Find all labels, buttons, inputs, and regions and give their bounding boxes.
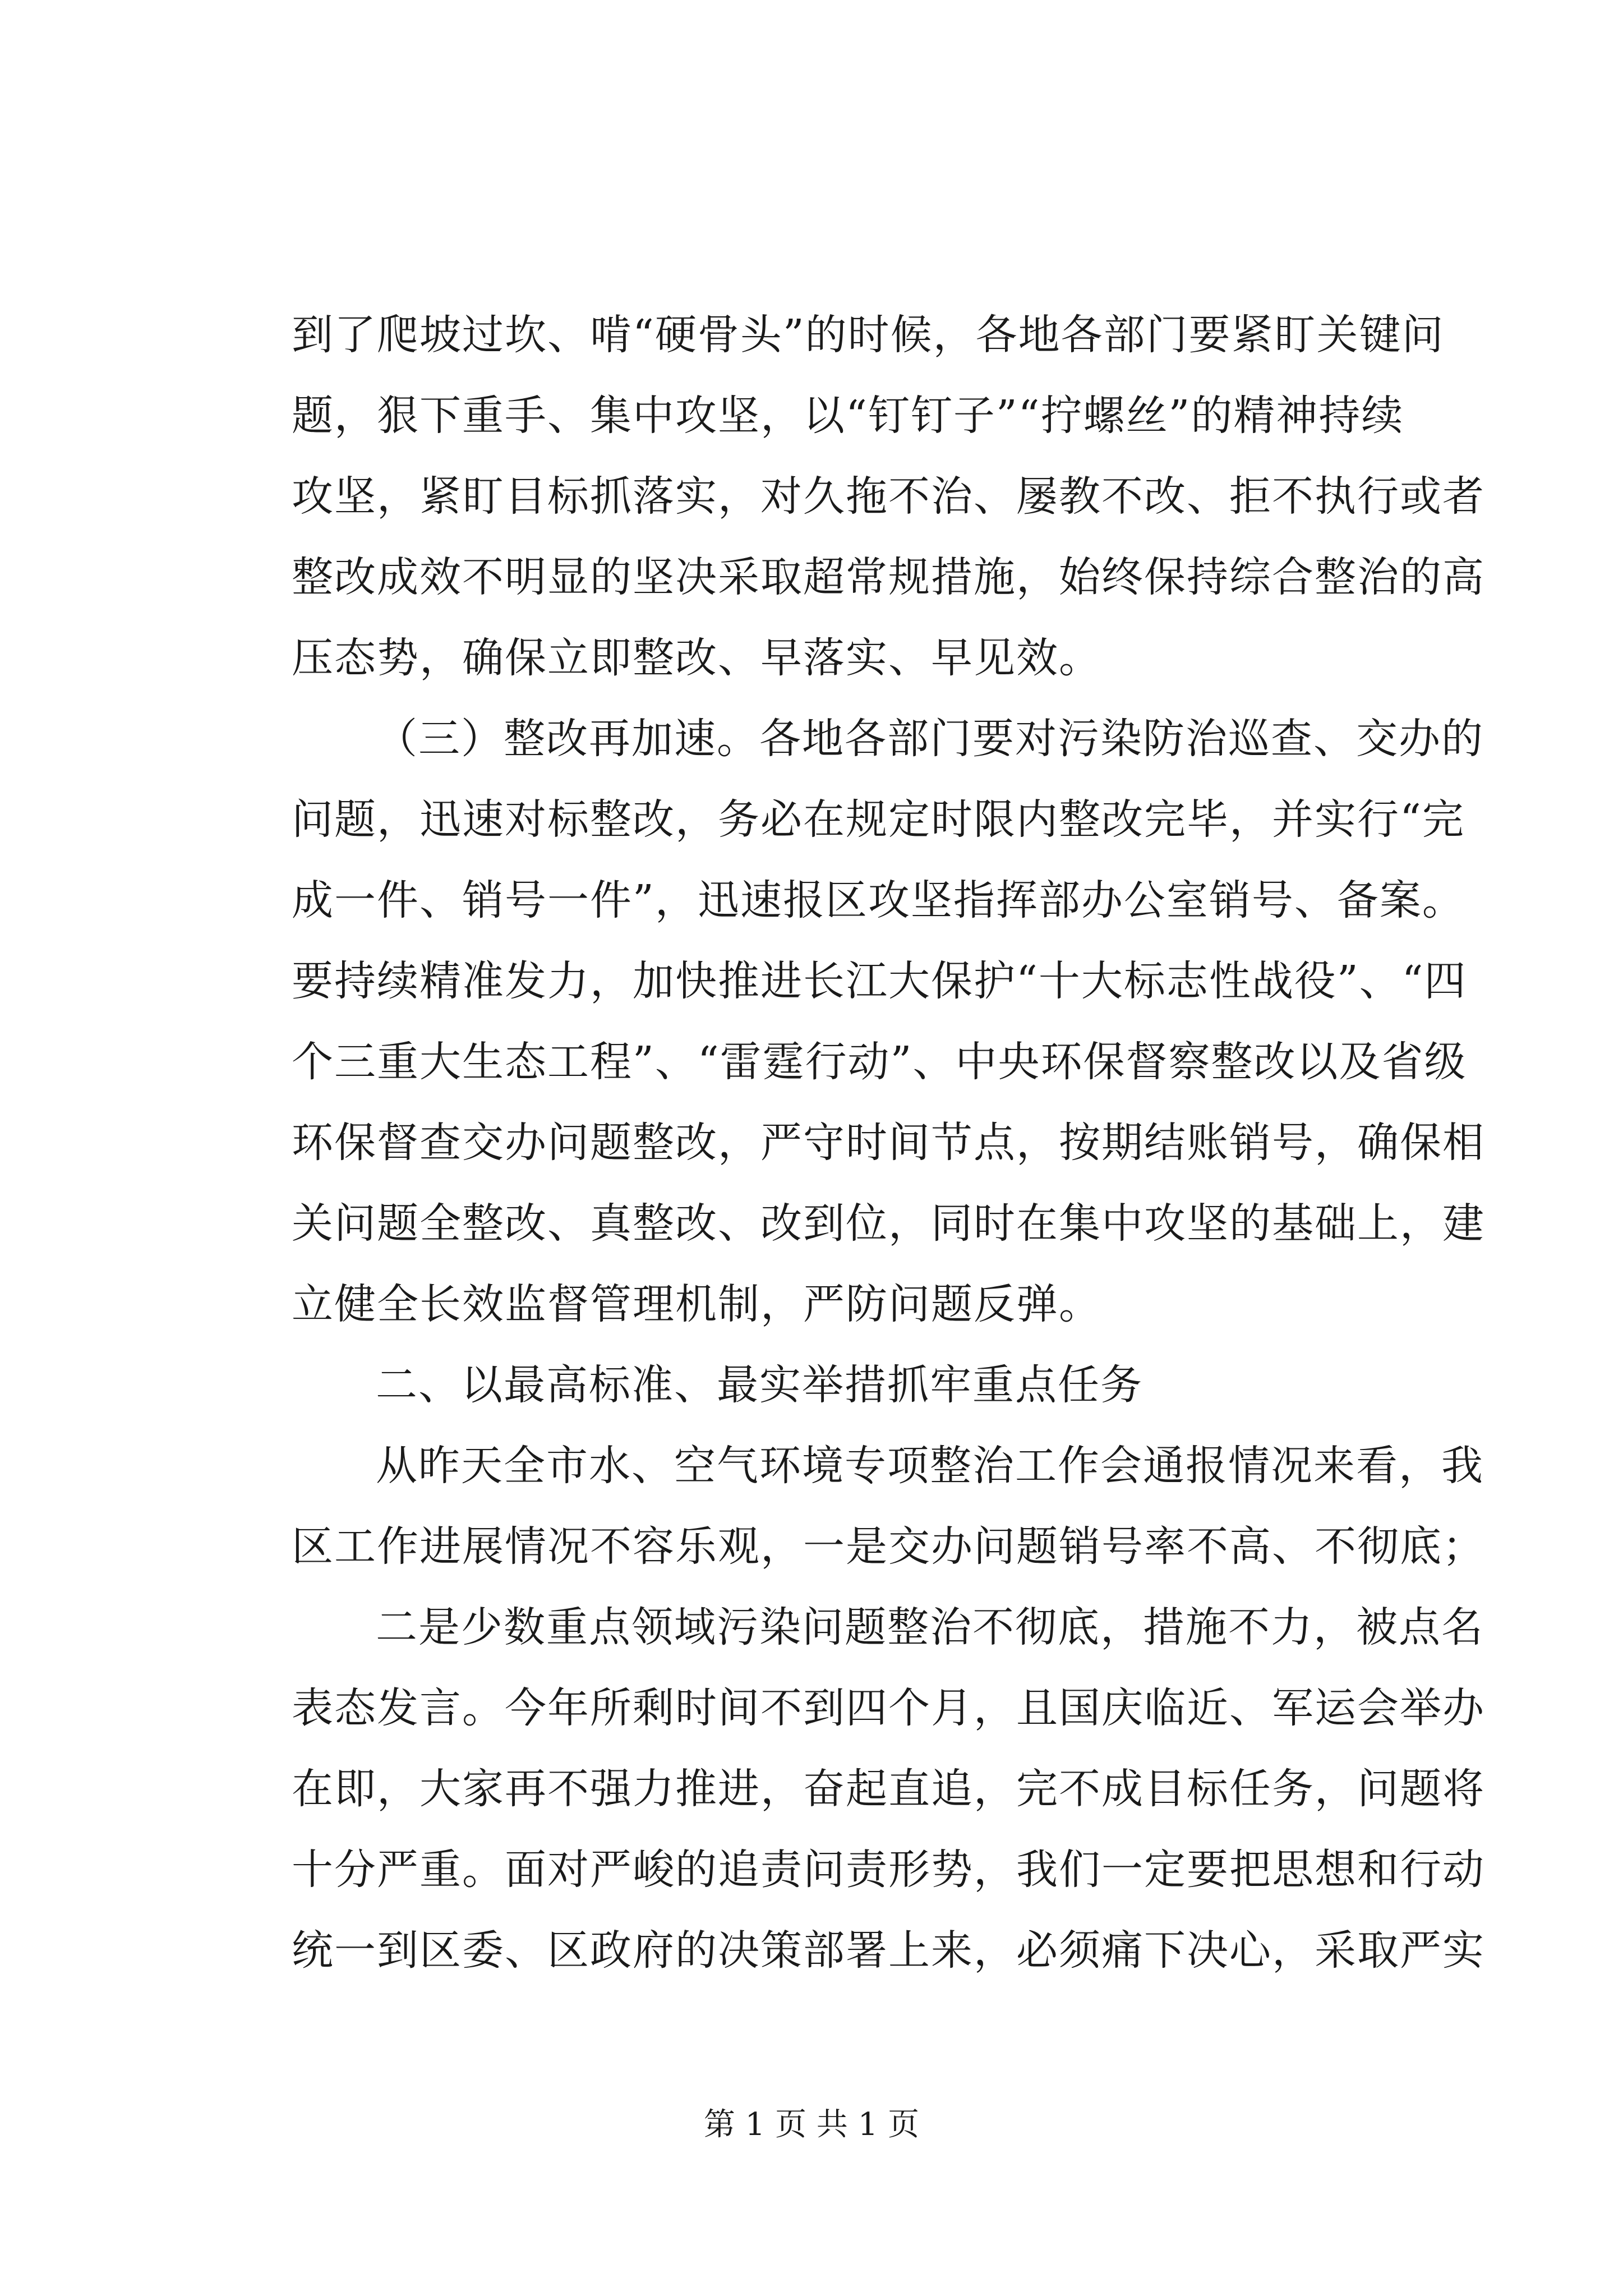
text-line: 环保督查交办问题整改，严守时间节点，按期结账销号，确保相 [292, 1119, 1485, 1167]
paragraph-start: 二是少数重点领域污染问题整治不彻底，措施不力，被点名 [376, 1603, 1484, 1651]
text-line: 问题，迅速对标整改，务必在规定时限内整改完毕，并实行“完 [292, 795, 1465, 844]
text-line: 到了爬坡过坎、啃“硬骨头”的时候，各地各部门要紧盯关键问 [292, 311, 1445, 359]
text-line: 成一件、销号一件”，迅速报区攻坚指挥部办公室销号、备案。 [292, 876, 1465, 924]
paragraph-start: （三）整改再加速。各地各部门要对污染防治巡查、交办的 [376, 715, 1484, 763]
text-line: 表态发言。今年所剩时间不到四个月，且国庆临近、军运会举办 [292, 1684, 1485, 1732]
paragraph-start: 从昨天全市水、空气环境专项整治工作会通报情况来看，我 [376, 1442, 1484, 1490]
text-line: 关问题全整改、真整改、改到位，同时在集中攻坚的基础上，建 [292, 1199, 1485, 1248]
section-heading: 二、以最高标准、最实举措抓牢重点任务 [376, 1361, 1143, 1409]
text-line: 压态势，确保立即整改、早落实、早见效。 [292, 634, 1101, 682]
page-number-footer: 第 1 页 共 1 页 [703, 2106, 920, 2143]
text-line: 区工作进展情况不容乐观，一是交办问题销号率不高、不彻底； [292, 1522, 1485, 1571]
text-line: 在即，大家再不强力推进，奋起直追，完不成目标任务，问题将 [292, 1765, 1485, 1813]
text-line: 统一到区委、区政府的决策部署上来，必须痛下决心，采取严实 [292, 1926, 1485, 1975]
text-line: 题，狠下重手、集中攻坚，以“钉钉子”“拧螺丝”的精神持续 [292, 392, 1404, 440]
text-line: 攻坚，紧盯目标抓落实，对久拖不治、屡教不改、拒不执行或者 [292, 472, 1485, 521]
text-line: 整改成效不明显的坚决采取超常规措施，始终保持综合整治的高 [292, 553, 1485, 601]
text-line: 立健全长效监督管理机制，严防问题反弹。 [292, 1280, 1101, 1328]
text-line: 要持续精准发力，加快推进长江大保护“十大标志性战役”、“四 [292, 957, 1467, 1005]
text-line: 个三重大生态工程”、“雷霆行动”、中央环保督察整改以及省级 [292, 1038, 1467, 1086]
text-line: 十分严重。面对严峻的追责问责形势，我们一定要把思想和行动 [292, 1846, 1485, 1894]
